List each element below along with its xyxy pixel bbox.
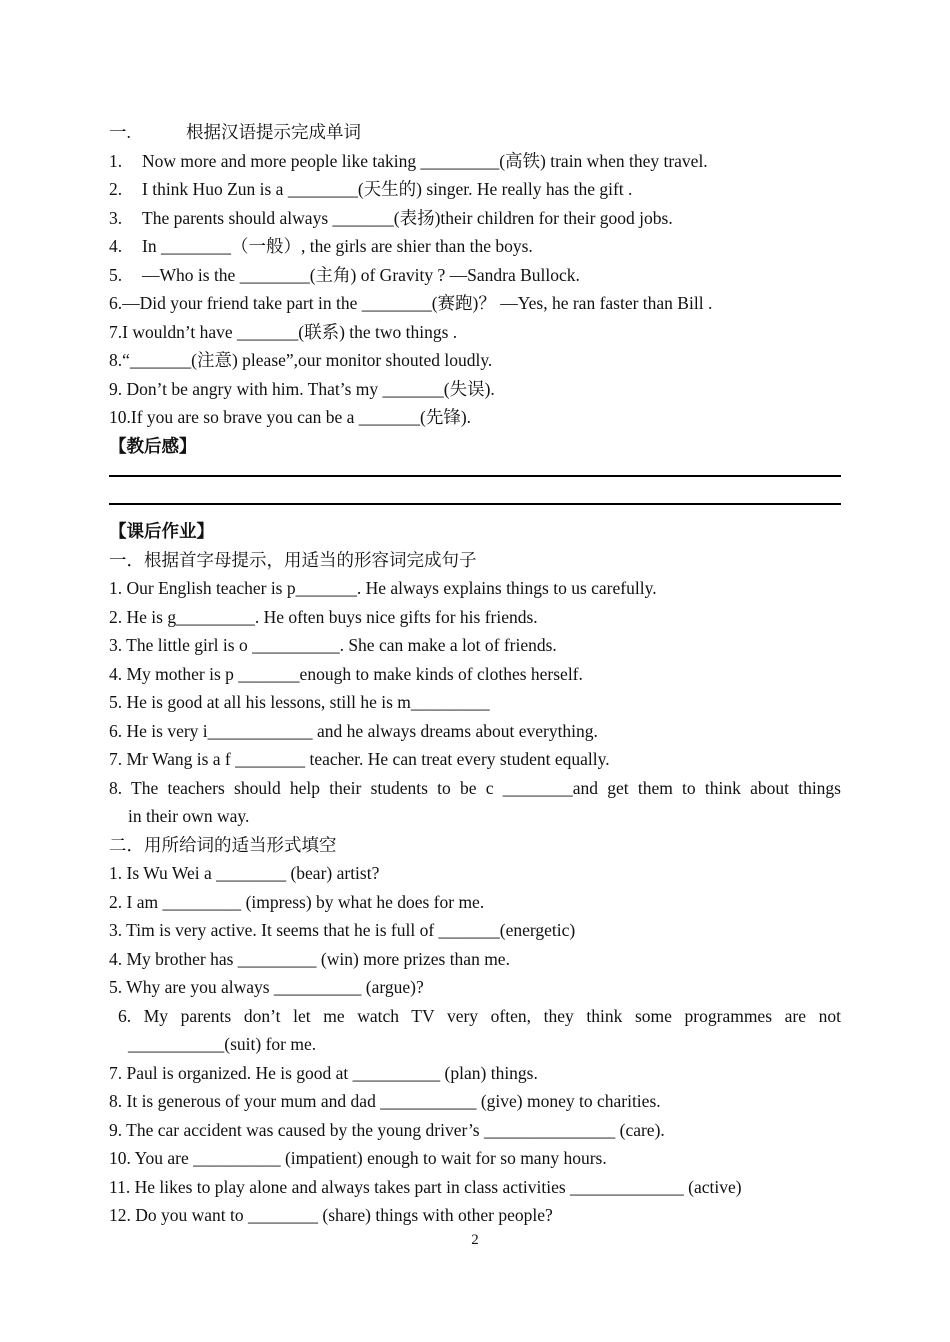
list-item: 7. Mr Wang is a f ________ teacher. He can treat every student equally. xyxy=(109,749,610,769)
list-item: 5. He is good at all his lessons, still he is m_________ xyxy=(109,692,490,712)
section1-heading-number: 一. xyxy=(109,122,131,142)
part1-heading: 一．根据首字母提示，用适当的形容词完成句子 xyxy=(109,549,477,570)
writing-line xyxy=(109,475,841,477)
list-item: 12. Do you want to ________ (share) things with other people? xyxy=(109,1205,553,1225)
list-item: 1. Is Wu Wei a ________ (bear) artist? xyxy=(109,863,380,883)
list-item: 2. I think Huo Zun is a ________(天生的) singer. He really has the gift . xyxy=(109,179,633,199)
reflection-title: 【教后感】 xyxy=(109,435,197,456)
list-item: 8. It is generous of your mum and dad ___________ (give) money to charities. xyxy=(109,1091,661,1111)
list-item: 5. Why are you always __________ (argue)? xyxy=(109,977,424,997)
worksheet-page xyxy=(109,118,841,1230)
list-item: 7. Paul is organized. He is good at __________ (plan) things. xyxy=(109,1062,538,1083)
list-item: 2. I am _________ (impress) by what he does for me. xyxy=(109,891,485,912)
list-item: 3. The parents should always _______(表扬)their children for their good jobs. xyxy=(109,207,673,228)
list-item: 6. My parents don’t let me watch TV very often, they think some programmes are not xyxy=(118,1005,841,1026)
list-item: 2. He is g_________. He often buys nice gifts for his friends. xyxy=(109,606,538,627)
list-item: 3. The little girl is o __________. She can make a lot of friends. xyxy=(109,635,557,655)
list-item: 8.“_______(注意) please”,our monitor shouted loudly. xyxy=(109,350,493,370)
part2-heading: 二．用所给词的适当形式填空 xyxy=(109,834,337,855)
list-item: 4. In ________（一般）, the girls are shier than the boys. xyxy=(109,236,533,256)
list-item: 4. My brother has _________ (win) more prizes than me. xyxy=(109,948,510,969)
list-item: 7.I wouldn’t have _______(联系) the two things . xyxy=(109,321,458,342)
list-item: 9. The car accident was caused by the young driver’s _______________ (care). xyxy=(109,1119,665,1140)
list-item: 9. Don’t be angry with him. That’s my _______(失误). xyxy=(109,378,495,399)
list-item-continuation: in their own way. xyxy=(128,806,250,826)
page-number: 2 xyxy=(471,1232,479,1248)
homework-title: 【课后作业】 xyxy=(109,521,214,541)
list-item: 6.—Did your friend take part in the ________(赛跑)？ —Yes, he ran faster than Bill . xyxy=(109,293,713,313)
list-item: 1. Now more and more people like taking _________(高铁) train when they travel. xyxy=(109,150,708,171)
list-item: 6. He is very i____________ and he always dreams about everything. xyxy=(109,720,598,741)
list-item: 1. Our English teacher is p_______. He always explains things to us carefully. xyxy=(109,578,657,598)
list-item: 11. He likes to play alone and always takes part in class activities _____________ (active) xyxy=(109,1176,742,1197)
list-item-continuation: ___________(suit) for me. xyxy=(128,1034,317,1054)
list-item: 10.If you are so brave you can be a _______(先锋). xyxy=(109,407,472,427)
section1-heading xyxy=(109,118,841,147)
list-item: 10. You are __________ (impatient) enough to wait for so many hours. xyxy=(109,1148,607,1168)
list-item: 3. Tim is very active. It seems that he is full of _______(energetic) xyxy=(109,920,576,940)
list-item: 5. —Who is the ________(主角) of Gravity ? —Sandra Bullock. xyxy=(109,264,580,285)
list-item: 8. The teachers should help their students to be c ________and get them to think about things xyxy=(109,777,841,798)
list-item: 4. My mother is p _______enough to make kinds of clothes herself. xyxy=(109,663,583,684)
section1-heading-text: 根据汉语提示完成单词 xyxy=(186,122,361,142)
